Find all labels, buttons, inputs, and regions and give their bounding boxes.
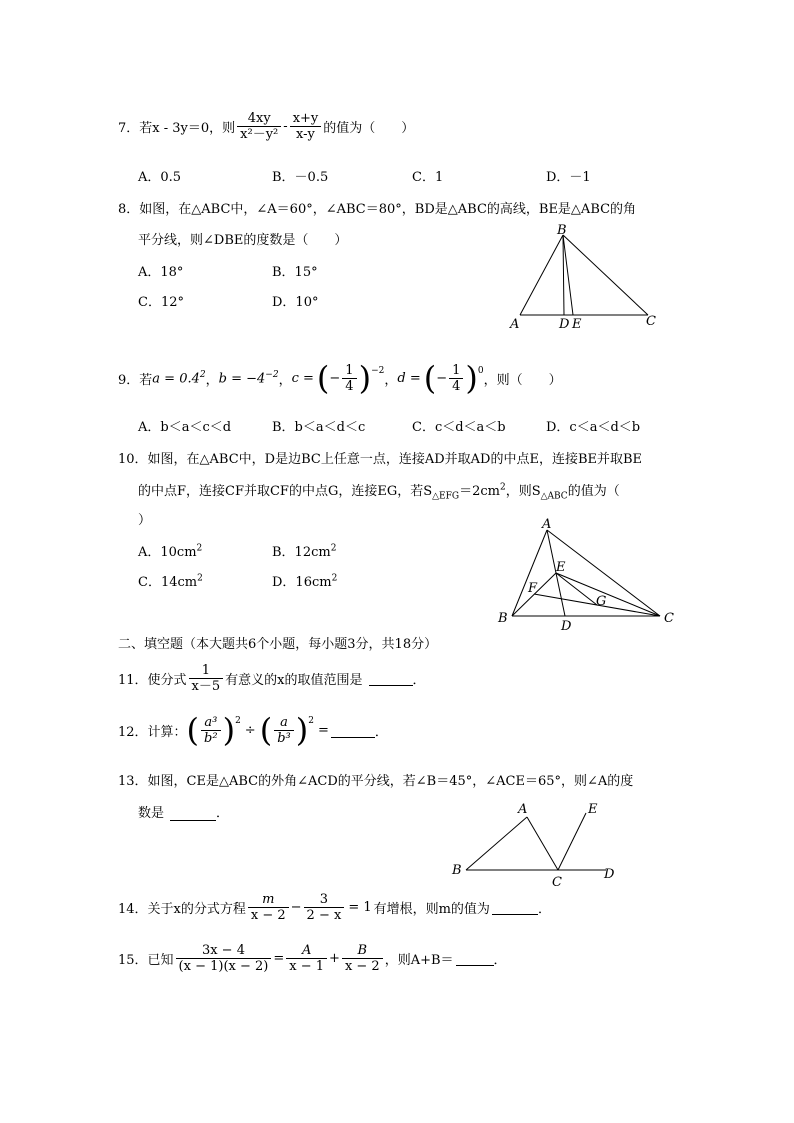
q7 — [118, 106, 414, 146]
q15-answer-blank[interactable] — [456, 951, 494, 966]
q10-label-d: D — [561, 619, 572, 634]
q11-prefix: 11．使分式 — [118, 672, 187, 688]
q10-label-g: G — [596, 594, 607, 609]
q7-fraction-2: $\frac{x+y}{x-y}$ — [290, 111, 322, 142]
q8-option-d: D．10° — [272, 295, 319, 310]
q12 — [118, 706, 388, 754]
q14-end: ． — [537, 901, 551, 917]
q9-suffix: ，则（ ） — [483, 372, 562, 388]
q8-label-d: D — [559, 317, 570, 332]
q9-d-expr: ( − $\frac{1}{4}$ ) $^0$ — [423, 359, 484, 397]
q8-option-c: C．12° — [138, 295, 184, 310]
q10-label-a: A — [542, 517, 552, 532]
q14 — [118, 886, 551, 928]
q9-a: $a = 0.4^2$ — [152, 369, 206, 387]
q15-fraction-3: $\frac{B}{x - 2}$ — [342, 943, 383, 974]
q9-number: 9． — [118, 372, 140, 388]
q9-option-b: B．b＜a＜d＜c — [272, 420, 366, 435]
q9-sep-3: ， — [384, 372, 398, 388]
q7-option-b: B．－0.5 — [272, 170, 329, 185]
q8-option-a: A．18° — [138, 265, 184, 280]
q7-option-a: A．0.5 — [138, 170, 182, 185]
q10-line-1: 10．如图，在△ABC中，D是边BC上任意一点，连接AD并取AD的中点E，连接BE并取BE — [118, 452, 643, 467]
q15-fraction-1: $\frac{3x - 4}{(x - 1)(x - 2)}$ — [176, 943, 272, 974]
q7-minus: - — [283, 118, 288, 134]
q7-suffix: 的值为（ ） — [323, 120, 415, 136]
q11-answer-blank[interactable] — [369, 671, 413, 686]
q12-divide: ÷ — [244, 722, 256, 738]
q9-sep-1: ， — [205, 372, 219, 388]
q8-label-e: E — [572, 317, 582, 332]
q10-option-c: C．$14cm^2$ — [138, 573, 203, 590]
q13-label-a: A — [518, 802, 528, 817]
q8-option-b: B．15° — [272, 265, 318, 280]
q13-line-1: 13．如图，CE是△ABC的外角∠ACD的平分线，若∠B＝45°，∠ACE＝65°，则∠A的度 — [118, 774, 634, 789]
q9-option-c: C．c＜d＜a＜b — [412, 420, 506, 435]
q8-line-1: 8．如图，在△ABC中，∠A＝60°，∠ABC＝80°，BD是△ABC的高线，BE是△ABC的角 — [118, 202, 637, 217]
q12-prefix: 12．计算： — [118, 724, 187, 740]
q10-option-d: D．$16cm^2$ — [272, 573, 338, 590]
q14-equals: = 1 — [348, 899, 372, 915]
q9-prefix: 若 — [139, 372, 153, 388]
q15-suffix: ，则A+B＝ — [384, 952, 454, 968]
q7-prefix: 7．若x - 3y＝0，则 — [118, 120, 236, 136]
q10-line-3: ） — [138, 513, 152, 528]
q9-c-label: c = — [291, 370, 314, 386]
q11-fraction: $\frac{1}{x-5}$ — [189, 663, 224, 694]
q8-line-2: 平分线，则∠DBE的度数是（ ） — [138, 233, 348, 248]
q15-equals: = — [273, 950, 285, 966]
q9-b: $b = -4^{-2}$ — [218, 369, 279, 387]
q14-answer-blank[interactable] — [492, 900, 538, 915]
q10-label-e: E — [556, 560, 566, 575]
section-2-title: 二、填空题（本大题共6个小题，每小题3分，共18分） — [118, 637, 438, 652]
q9-option-a: A．b＜a＜c＜d — [138, 420, 232, 435]
q13-triangle-figure — [448, 798, 628, 890]
q10-triangle-figure — [490, 514, 690, 636]
q13-label-c: C — [552, 875, 562, 890]
q10-label-f: F — [528, 581, 538, 596]
q9 — [118, 352, 562, 404]
q10-option-a: A．$10cm^2$ — [138, 543, 203, 560]
q9-c-expr: ( − $\frac{1}{4}$ ) $^{-2}$ — [316, 359, 385, 397]
q13-line-2: 数是 ． — [138, 806, 230, 821]
q8-label-a: A — [510, 317, 520, 332]
q14-fraction-2: $\frac{3}{2 - x}$ — [304, 892, 345, 923]
q9-d-label: d = — [397, 370, 421, 386]
q10-line-2: 的中点F，连接CF并取CF的中点G，连接EG，若$S_{\triangle EFG}=2cm^2$，则$S_{\triangle ABC}$的值为（ — [138, 482, 620, 502]
q10-label-b: B — [498, 611, 508, 626]
q11-suffix: 有意义的x的取值范围是 — [225, 672, 363, 688]
q15-prefix: 15．已知 — [118, 952, 174, 968]
q9-option-d: D．c＜a＜d＜b — [546, 420, 641, 435]
q12-end: ． — [374, 724, 388, 740]
q15-plus: + — [329, 950, 340, 966]
q15 — [118, 936, 507, 980]
q12-equals: = — [317, 722, 329, 738]
q14-prefix: 14．关于x的分式方程 — [118, 901, 246, 917]
q13-answer-blank[interactable] — [170, 806, 216, 821]
q12-term-2: ( $\frac{a}{\text{b³}}$ ) $^2$ — [259, 711, 314, 749]
q13-label-e: E — [588, 802, 598, 817]
q13-label-d: D — [604, 867, 615, 882]
q8-label-c: C — [646, 314, 656, 329]
q12-answer-blank[interactable] — [331, 723, 375, 738]
q14-suffix: 有增根，则m的值为 — [373, 901, 490, 917]
q7-option-d: D．－1 — [546, 170, 591, 185]
q12-term-1: ( $\frac{\text{a³}}{\text{b²}}$ ) $^2$ — [186, 711, 241, 749]
q8-triangle-figure — [500, 222, 670, 334]
q11 — [118, 658, 426, 698]
q10-option-b: B．$12cm^2$ — [272, 543, 337, 560]
q14-minus: − — [290, 899, 302, 915]
q14-fraction-1: $\frac{m}{x - 2}$ — [248, 892, 289, 923]
q9-sep-2: ， — [278, 372, 292, 388]
q7-option-c: C．1 — [412, 170, 444, 185]
q10-label-c: C — [664, 611, 674, 626]
q8-label-b: B — [557, 223, 567, 238]
q15-end: ． — [493, 952, 507, 968]
q13-label-b: B — [452, 863, 462, 878]
q15-fraction-2: $\frac{A}{x - 1}$ — [286, 943, 327, 974]
q11-end: ． — [412, 672, 426, 688]
q7-fraction-1: $\frac{4xy}{\text{x²－y²}}$ — [237, 111, 281, 142]
